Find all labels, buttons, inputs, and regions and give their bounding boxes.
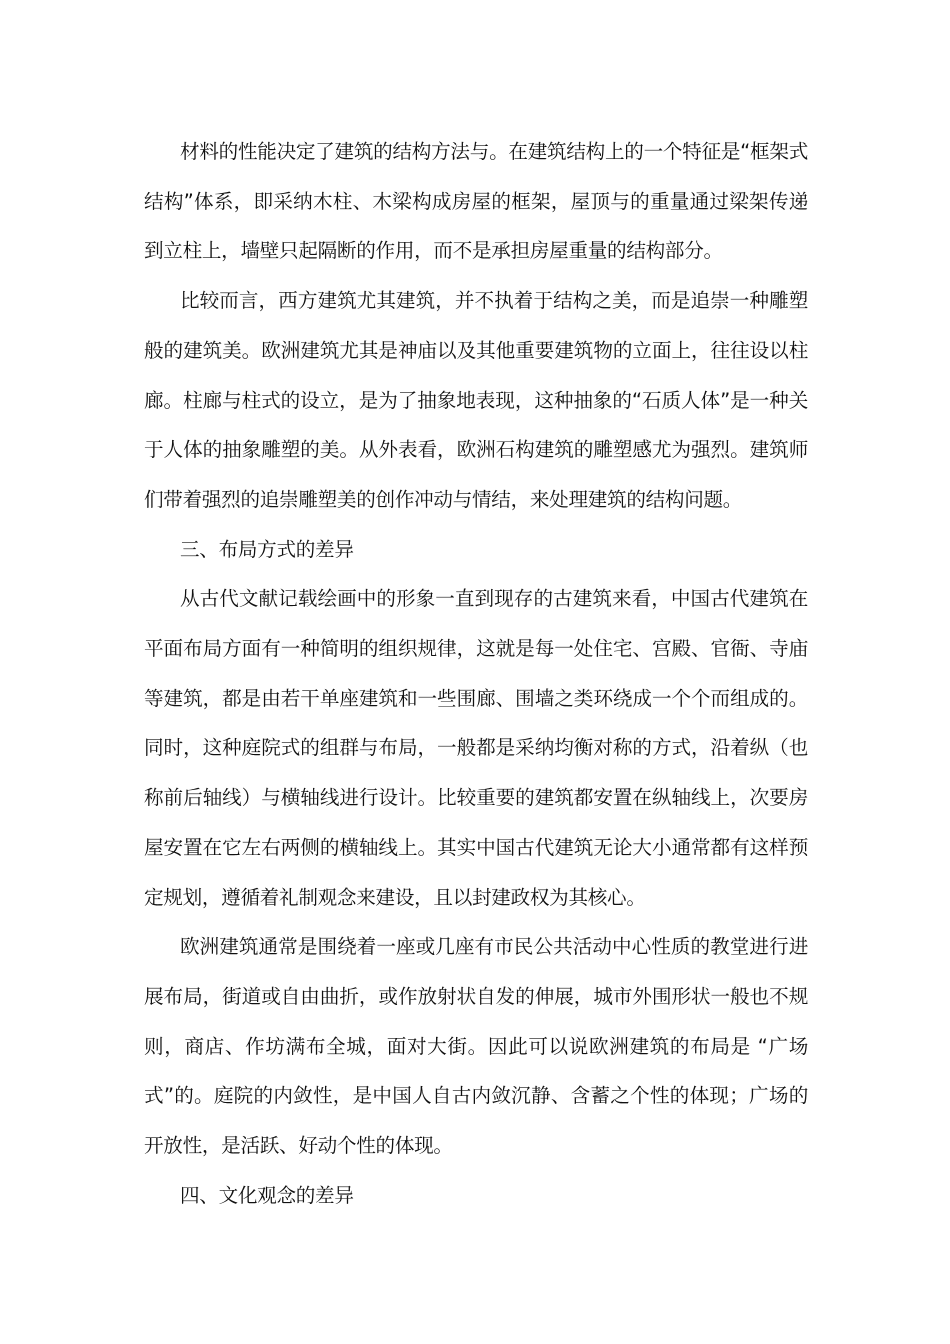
paragraph-western-sculptural-beauty: 比较而言，西方建筑尤其建筑，并不执着于结构之美，而是追崇一种雕塑般的建筑美。欧洲建筑尤其是神庙以及其他重要建筑物的立面上，往往设以柱廊。柱廊与柱式的设立，是为了抽象地表现，这种抽象的“石质人体”是一种关于人体的抽象雕塑的美。从外表看，欧洲石构建筑的雕塑感尤为强烈。建筑师们带着强烈的追崇雕塑美的创作冲动与情结，来处理建筑的结构问题。 (144, 289, 808, 511)
paragraph-european-layout: 欧洲建筑通常是围绕着一座或几座有市民公共活动中心性质的教堂进行进展布局，街道或自由曲折，或作放射状自发的伸展，城市外围形状一般也不规则，商店、作坊满布全城，面对大街。因此可以说欧洲建筑的布局是 “广场式”的。庭院的内敛性，是中国人自古内敛沉静、含蓄之个性的体现；广场的开放性，是活跃、好动个性的体现。 (144, 935, 808, 1158)
paragraph-chinese-layout: 从古代文献记载绘画中的形象一直到现存的古建筑来看，中国古代建筑在平面布局方面有一种简明的组织规律，这就是每一处住宅、宫殿、官衙、寺庙等建筑，都是由若干单座建筑和一些围廊、围墙之类环绕成一个个而组成的。同时，这种庭院式的组群与布局，一般都是采纳均衡对称的方式，沿着纵（也称前后轴线）与横轴线进行设计。比较重要的建筑都安置在纵轴线上，次要房屋安置在它左右两侧的横轴线上。其实中国古代建筑无论大小通常都有这样预定规划，遵循着礼制观念来建设，且以封建政权为其核心。 (144, 587, 808, 909)
document-body (144, 127, 808, 1220)
section-heading-culture: 四、文化观念的差异 (180, 1183, 354, 1207)
section-heading-layout: 三、布局方式的差异 (180, 537, 354, 561)
paragraph-structure-method: 材料的性能决定了建筑的结构方法与。在建筑结构上的一个特征是“框架式结构”体系，即采纳木柱、木梁构成房屋的框架，屋顶与的重量通过梁架传递到立柱上，墙壁只起隔断的作用，而不是承担房屋重量的结构部分。 (144, 140, 808, 263)
